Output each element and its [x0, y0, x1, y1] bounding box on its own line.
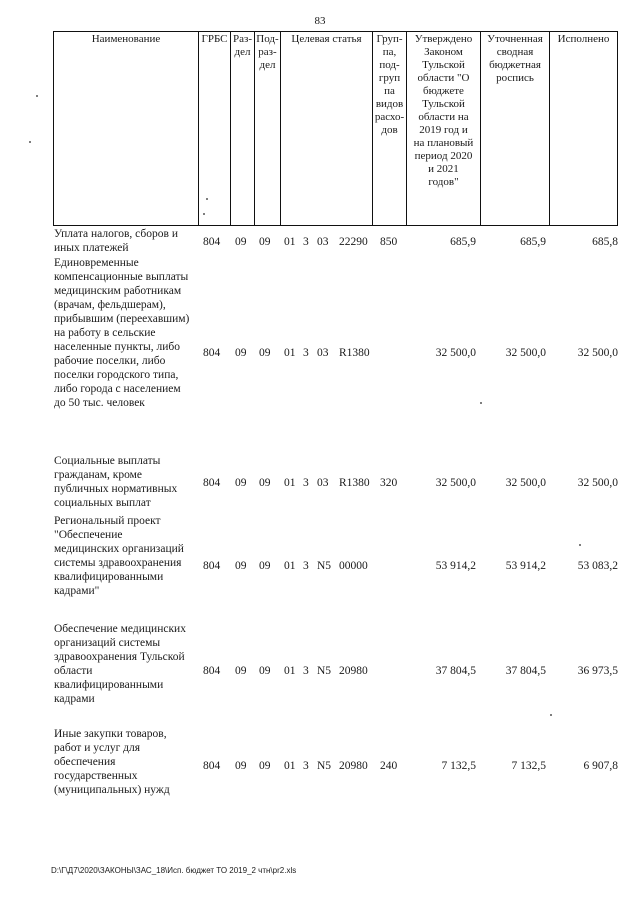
header-grbs: ГРБС — [201, 33, 228, 45]
cell-executed: 32 500,0 — [577, 347, 618, 359]
text-line: дел — [234, 46, 251, 58]
cell-target-direction: 20980 — [339, 665, 368, 677]
text-line: Раз- — [232, 33, 252, 45]
text-line: на работу в сельские — [54, 327, 156, 339]
cell-refined: 685,9 — [520, 236, 546, 248]
text-line: организаций системы — [54, 637, 161, 649]
cell-target-direction: R1380 — [339, 347, 370, 359]
scan-speck — [579, 544, 581, 546]
column-divider — [549, 31, 550, 226]
cell-podrazdel: 09 — [259, 760, 271, 772]
cell-target-subprogram: 3 — [303, 760, 309, 772]
text-line: расхо- — [374, 111, 405, 123]
cell-grbs: 804 — [203, 665, 221, 677]
cell-podrazdel: 09 — [259, 236, 271, 248]
row-name — [54, 727, 170, 797]
text-line: Иные закупки товаров, — [54, 728, 167, 740]
text-line: Социальные выплаты — [54, 455, 161, 467]
text-line: публичных нормативных — [54, 483, 178, 495]
text-line: период 2020 — [414, 150, 473, 162]
cell-refined: 53 914,2 — [505, 560, 546, 572]
text-line: обеспечения — [54, 756, 116, 768]
row-name — [54, 514, 184, 598]
cell-executed: 32 500,0 — [577, 477, 618, 489]
cell-approved: 685,9 — [450, 236, 476, 248]
text-line: рабочие поселки, либо — [54, 355, 166, 367]
cell-grbs: 804 — [203, 347, 221, 359]
text-line: Тульской — [422, 59, 465, 71]
table-header-bottom-border — [53, 225, 618, 226]
text-line: до 50 тыс. человек — [54, 397, 145, 409]
cell-expense-group: 320 — [380, 477, 398, 489]
header-target-article: Целевая статья — [291, 33, 362, 45]
text-line: иных платежей — [54, 242, 129, 254]
cell-podrazdel: 09 — [259, 347, 271, 359]
cell-target-program: 01 — [284, 760, 296, 772]
text-line: Груп- — [376, 33, 403, 45]
text-line: сводная — [496, 46, 534, 58]
text-line: медицинских организаций — [54, 543, 184, 555]
text-line: па, — [382, 46, 397, 58]
cell-target-measure: 03 — [317, 236, 329, 248]
text-line: Единовременные — [54, 257, 139, 269]
header-executed: Исполнено — [557, 33, 610, 45]
text-line: дел — [259, 59, 276, 71]
text-line: населенные пункты, либо — [54, 341, 180, 353]
text-line: прибывшим (переехавшим) — [54, 313, 190, 325]
cell-approved: 37 804,5 — [435, 665, 476, 677]
cell-target-measure: N5 — [317, 760, 332, 772]
header-refined — [481, 33, 549, 85]
cell-approved: 7 132,5 — [441, 760, 476, 772]
cell-target-direction: 20980 — [339, 760, 368, 772]
text-line: квалифицированными — [54, 679, 164, 691]
text-line: под- — [379, 59, 400, 71]
cell-target-subprogram: 3 — [303, 665, 309, 677]
text-line: и 2021 — [428, 163, 459, 175]
cell-target-direction: 22290 — [339, 236, 368, 248]
cell-approved: 32 500,0 — [435, 347, 476, 359]
cell-razdel: 09 — [235, 236, 247, 248]
cell-podrazdel: 09 — [259, 560, 271, 572]
cell-refined: 32 500,0 — [505, 477, 546, 489]
row-name — [54, 256, 189, 410]
text-line: компенсационные выплаты — [54, 271, 189, 283]
cell-target-subprogram: 3 — [303, 236, 309, 248]
text-line: государственных — [54, 770, 138, 782]
text-line: здравоохранения Тульской — [54, 651, 185, 663]
cell-target-subprogram: 3 — [303, 560, 309, 572]
text-line: социальных выплат — [54, 497, 151, 509]
text-line: 2019 год и — [419, 124, 468, 136]
cell-razdel: 09 — [235, 347, 247, 359]
text-line: Обеспечение медицинских — [54, 623, 186, 635]
column-divider — [280, 31, 281, 226]
text-line: либо города с населением — [54, 383, 181, 395]
cell-grbs: 804 — [203, 760, 221, 772]
text-line: кадрами — [54, 693, 95, 705]
text-line: дов — [381, 124, 398, 136]
row-name — [54, 454, 177, 510]
text-line: квалифицированными — [54, 571, 164, 583]
row-name — [54, 622, 186, 706]
scan-speck — [206, 198, 208, 200]
header-podrazdel — [255, 33, 280, 72]
text-line: системы здравоохранения — [54, 557, 182, 569]
text-line: Тульской — [422, 98, 465, 110]
cell-refined: 7 132,5 — [511, 760, 546, 772]
cell-grbs: 804 — [203, 560, 221, 572]
column-divider — [198, 31, 199, 226]
text-line: области на — [418, 111, 469, 123]
cell-approved: 32 500,0 — [435, 477, 476, 489]
text-line: па — [384, 85, 395, 97]
text-line: Региональный проект — [54, 515, 161, 527]
cell-executed: 685,8 — [592, 236, 618, 248]
file-path-footer: D:\Г\Д7\2020\ЗАКОНЫ\ЗАС_18\Исп. бюджет ТО 2019_2 чтн\pr2.xls — [51, 866, 297, 875]
text-line: области "О — [417, 72, 470, 84]
text-line: бюджете — [423, 85, 464, 97]
cell-executed: 53 083,2 — [577, 560, 618, 572]
text-line: Уточненная — [487, 33, 543, 45]
cell-executed: 36 973,5 — [577, 665, 618, 677]
cell-target-subprogram: 3 — [303, 477, 309, 489]
cell-approved: 53 914,2 — [435, 560, 476, 572]
page-number: 83 — [314, 15, 326, 27]
scan-speck — [550, 714, 552, 716]
scan-speck — [203, 213, 205, 215]
cell-target-subprogram: 3 — [303, 347, 309, 359]
header-razdel — [231, 33, 254, 59]
scan-speck — [36, 95, 38, 97]
cell-razdel: 09 — [235, 560, 247, 572]
text-line: годов" — [428, 176, 459, 188]
text-line: Утверждено — [414, 33, 473, 45]
text-line: (муниципальных) нужд — [54, 784, 170, 796]
cell-refined: 32 500,0 — [505, 347, 546, 359]
text-line: Под- — [256, 33, 279, 45]
cell-podrazdel: 09 — [259, 477, 271, 489]
text-line: видов — [375, 98, 404, 110]
cell-refined: 37 804,5 — [505, 665, 546, 677]
header-group — [373, 33, 406, 137]
cell-target-measure: 03 — [317, 347, 329, 359]
text-line: роспись — [496, 72, 534, 84]
cell-podrazdel: 09 — [259, 665, 271, 677]
cell-target-measure: 03 — [317, 477, 329, 489]
cell-grbs: 804 — [203, 236, 221, 248]
text-line: гражданам, кроме — [54, 469, 143, 481]
text-line: Законом — [424, 46, 463, 58]
cell-grbs: 804 — [203, 477, 221, 489]
text-line: работ и услуг для — [54, 742, 141, 754]
text-line: на плановый — [413, 137, 474, 149]
cell-target-program: 01 — [284, 347, 296, 359]
text-line: Уплата налогов, сборов и — [54, 228, 178, 240]
text-line: раз- — [258, 46, 277, 58]
cell-target-program: 01 — [284, 477, 296, 489]
text-line: (врачам, фельдшерам), — [54, 299, 166, 311]
cell-target-direction: R1380 — [339, 477, 370, 489]
column-divider — [230, 31, 231, 226]
cell-executed: 6 907,8 — [583, 760, 618, 772]
text-line: области — [54, 665, 93, 677]
cell-expense-group: 240 — [380, 760, 398, 772]
header-name: Наименование — [91, 33, 161, 45]
row-name — [54, 227, 178, 255]
cell-target-program: 01 — [284, 560, 296, 572]
column-divider — [617, 31, 618, 226]
text-line: груп — [378, 72, 401, 84]
text-line: поселки городского типа, — [54, 369, 179, 381]
cell-razdel: 09 — [235, 665, 247, 677]
table-header-top-border — [53, 31, 618, 32]
text-line: кадрами" — [54, 585, 100, 597]
cell-target-program: 01 — [284, 236, 296, 248]
column-divider — [53, 31, 54, 226]
scan-speck — [29, 141, 31, 143]
text-line: бюджетная — [489, 59, 541, 71]
header-approved — [407, 33, 480, 189]
cell-target-measure: N5 — [317, 560, 332, 572]
cell-target-measure: N5 — [317, 665, 332, 677]
scan-speck — [480, 402, 482, 404]
cell-expense-group: 850 — [380, 236, 398, 248]
cell-target-program: 01 — [284, 665, 296, 677]
cell-target-direction: 00000 — [339, 560, 368, 572]
cell-razdel: 09 — [235, 760, 247, 772]
cell-razdel: 09 — [235, 477, 247, 489]
text-line: медицинским работникам — [54, 285, 182, 297]
text-line: "Обеспечение — [54, 529, 123, 541]
